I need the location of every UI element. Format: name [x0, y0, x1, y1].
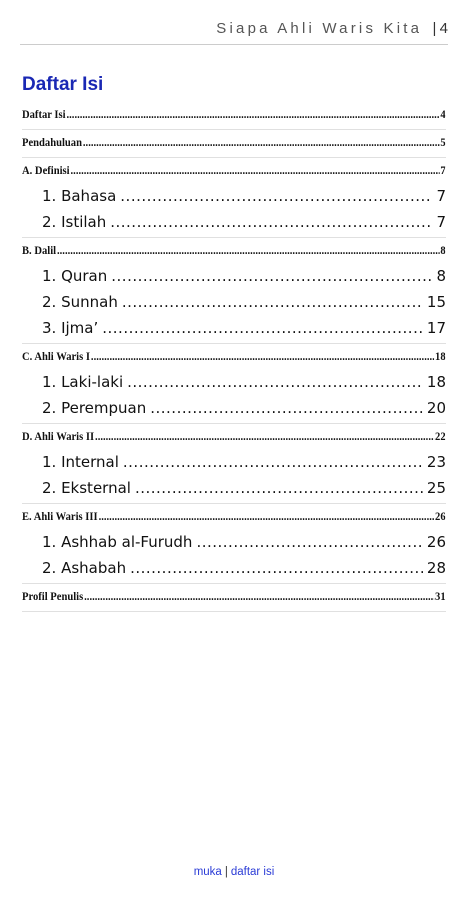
toc-group — [22, 426, 446, 504]
toc-group — [22, 104, 446, 130]
table-of-contents — [22, 104, 446, 614]
toc-entry-page: 17 — [426, 319, 446, 337]
toc-chapter-entry[interactable] — [22, 426, 446, 449]
toc-section-entry[interactable] — [22, 183, 446, 209]
toc-section-entry[interactable] — [22, 289, 446, 315]
toc-entry-page: 26 — [426, 533, 446, 551]
dot-leader — [123, 449, 423, 475]
toc-chapter-entry[interactable] — [22, 160, 446, 183]
toc-entry-label: 2. Ashabah — [42, 559, 127, 577]
toc-title: Daftar Isi — [22, 74, 104, 95]
toc-chapter-entry[interactable] — [22, 240, 446, 263]
dot-leader — [135, 475, 423, 501]
toc-entry-label: 2. Eksternal — [42, 479, 131, 497]
dot-leader — [102, 315, 423, 341]
running-title: Siapa Ahli Waris Kita — [216, 20, 423, 37]
toc-entry-label: 3. Ijma’ — [42, 319, 99, 337]
toc-entry-page: 31 — [435, 591, 446, 603]
footer-nav — [0, 866, 468, 878]
toc-entry-label: B. Dalil — [22, 245, 57, 257]
dot-leader — [95, 426, 434, 449]
dot-leader — [99, 506, 435, 529]
toc-entry-label: 2. Sunnah — [42, 293, 118, 311]
toc-entry-page: 26 — [435, 511, 446, 523]
toc-section-entry[interactable] — [22, 369, 446, 395]
toc-entry-label: D. Ahli Waris II — [22, 431, 95, 443]
toc-entry-page: 8 — [436, 267, 446, 285]
toc-entry-page: 28 — [426, 559, 446, 577]
dot-leader — [122, 289, 423, 315]
dot-leader — [127, 369, 423, 395]
toc-entry-page: 22 — [435, 431, 446, 443]
toc-entry-page: 5 — [440, 137, 446, 149]
toc-link[interactable]: daftar isi — [230, 866, 275, 878]
toc-group — [22, 160, 446, 238]
toc-entry-page: 23 — [426, 453, 446, 471]
toc-group — [22, 132, 446, 158]
footer-separator: | — [224, 866, 228, 878]
dot-leader — [110, 209, 432, 235]
toc-entry-label: 1. Bahasa — [42, 187, 117, 205]
toc-entry-label: 1. Laki-laki — [42, 373, 124, 391]
toc-entry-label: E. Ahli Waris III — [22, 511, 98, 523]
toc-entry-page: 18 — [435, 351, 446, 363]
toc-chapter-entry[interactable] — [22, 132, 446, 155]
toc-entry-page: 18 — [426, 373, 446, 391]
toc-entry-page: 25 — [426, 479, 446, 497]
toc-entry-label: Profil Penulis — [22, 591, 84, 603]
toc-entry-page: 7 — [436, 187, 446, 205]
header-separator: | — [432, 20, 440, 37]
toc-chapter-entry[interactable] — [22, 346, 446, 369]
toc-section-entry[interactable] — [22, 315, 446, 341]
dot-leader — [91, 346, 434, 369]
toc-chapter-entry[interactable] — [22, 586, 446, 609]
toc-entry-page: 15 — [426, 293, 446, 311]
toc-section-entry[interactable] — [22, 209, 446, 235]
dot-leader — [71, 160, 440, 183]
toc-entry-label: 2. Istilah — [42, 213, 107, 231]
toc-entry-label: Pendahuluan — [22, 137, 82, 149]
dot-leader — [111, 263, 432, 289]
toc-section-entry[interactable] — [22, 449, 446, 475]
toc-entry-page: 8 — [440, 245, 446, 257]
toc-section-entry[interactable] — [22, 475, 446, 501]
toc-group — [22, 346, 446, 424]
toc-entry-page: 7 — [436, 213, 446, 231]
toc-entry-label: 1. Quran — [42, 267, 108, 285]
toc-section-entry[interactable] — [22, 529, 446, 555]
dot-leader — [84, 586, 434, 609]
toc-entry-label: 1. Internal — [42, 453, 119, 471]
toc-section-entry[interactable] — [22, 263, 446, 289]
dot-leader — [130, 555, 423, 581]
toc-entry-label: Daftar Isi — [22, 109, 66, 121]
toc-section-entry[interactable] — [22, 555, 446, 581]
toc-entry-page: 4 — [440, 109, 446, 121]
page-number: 4 — [439, 20, 448, 37]
toc-group — [22, 240, 446, 344]
header-rule — [20, 44, 448, 45]
toc-entry-page: 20 — [426, 399, 446, 417]
running-header — [216, 20, 448, 37]
toc-group — [22, 586, 446, 612]
toc-chapter-entry[interactable] — [22, 506, 446, 529]
cover-link[interactable]: muka — [193, 866, 222, 878]
dot-leader — [120, 183, 432, 209]
toc-entry-label: 1. Ashhab al-Furudh — [42, 533, 193, 551]
dot-leader — [67, 104, 440, 127]
toc-entry-page: 7 — [440, 165, 446, 177]
toc-section-entry[interactable] — [22, 395, 446, 421]
dot-leader — [83, 132, 440, 155]
dot-leader — [57, 240, 439, 263]
toc-entry-label: C. Ahli Waris I — [22, 351, 91, 363]
toc-entry-label: 2. Perempuan — [42, 399, 147, 417]
toc-group — [22, 506, 446, 584]
toc-chapter-entry[interactable] — [22, 104, 446, 127]
dot-leader — [150, 395, 423, 421]
dot-leader — [196, 529, 422, 555]
toc-entry-label: A. Definisi — [22, 165, 70, 177]
